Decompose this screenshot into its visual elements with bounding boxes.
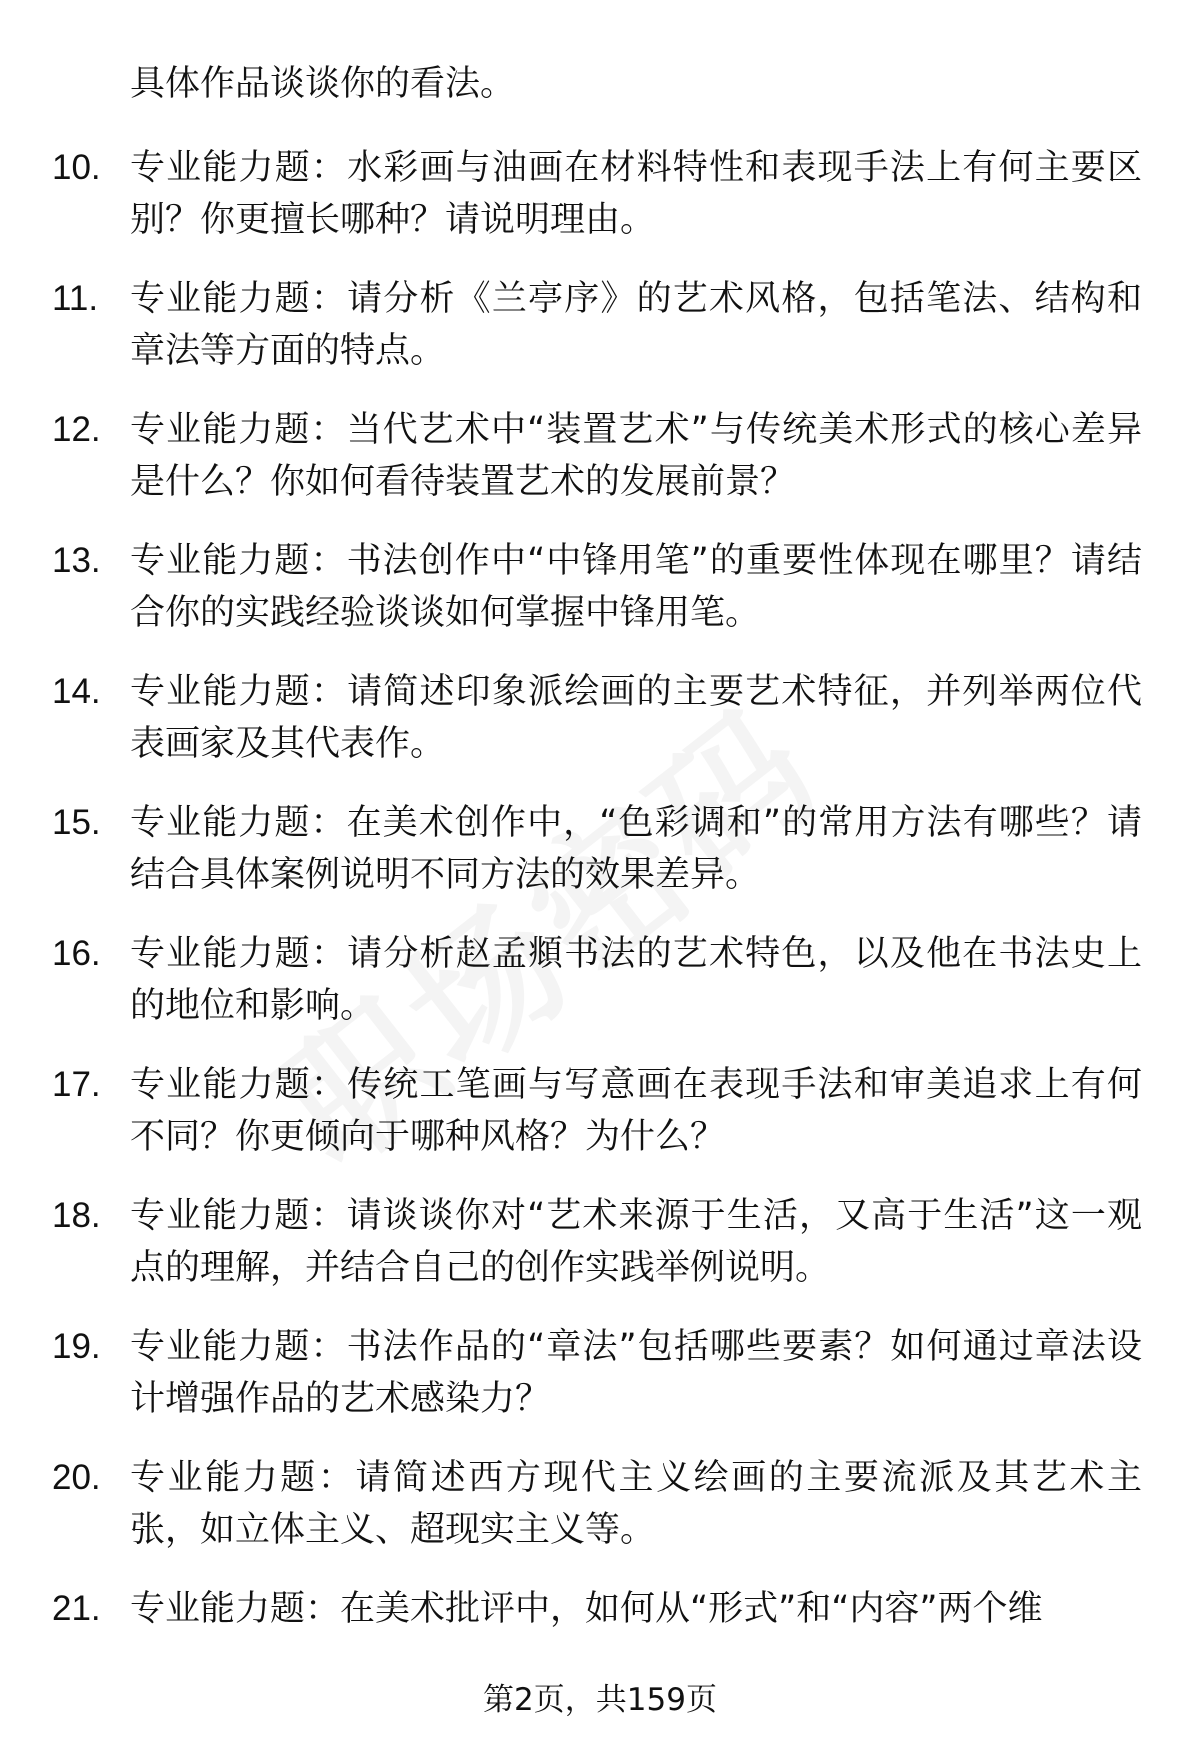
question-text: 专业能力题：请简述印象派绘画的主要艺术特征，并列举两位代表画家及其代表作。	[130, 672, 1142, 764]
question-text: 专业能力题：请分析《兰亭序》的艺术风格，包括笔法、结构和章法等方面的特点。	[130, 279, 1142, 371]
question-number: 21.	[52, 1589, 101, 1628]
question-number: 11.	[52, 279, 99, 318]
question-number: 16.	[52, 934, 101, 973]
question-item	[0, 1305, 1200, 1436]
question-text: 专业能力题：水彩画与油画在材料特性和表现手法上有何主要区别？你更擅长哪种？请说明理由。	[130, 148, 1142, 240]
question-number: 14.	[52, 672, 101, 711]
continuation-text: 具体作品谈谈你的看法。	[130, 64, 516, 104]
question-item	[0, 1436, 1200, 1567]
question-item	[0, 1043, 1200, 1174]
question-list	[0, 126, 1200, 1698]
question-number: 15.	[52, 803, 101, 842]
question-text: 专业能力题：书法创作中“中锋用笔”的重要性体现在哪里？请结合你的实践经验谈谈如何掌握中锋用笔。	[130, 541, 1142, 633]
question-number: 12.	[52, 410, 101, 449]
question-text: 专业能力题：传统工笔画与写意画在表现手法和审美追求上有何不同？你更倾向于哪种风格？为什么？	[130, 1065, 1142, 1157]
question-text: 专业能力题：书法作品的“章法”包括哪些要素？如何通过章法设计增强作品的艺术感染力？	[130, 1327, 1142, 1419]
question-text: 专业能力题：在美术创作中，“色彩调和”的常用方法有哪些？请结合具体案例说明不同方法的效果差异。	[130, 803, 1142, 895]
question-number: 20.	[52, 1458, 101, 1497]
question-item	[0, 781, 1200, 912]
question-item	[0, 257, 1200, 388]
question-text: 专业能力题：请分析赵孟頫书法的艺术特色，以及他在书法史上的地位和影响。	[130, 934, 1142, 1026]
question-number: 18.	[52, 1196, 101, 1235]
question-number: 13.	[52, 541, 101, 580]
question-item	[0, 519, 1200, 650]
question-item	[0, 1174, 1200, 1305]
question-text: 专业能力题：请简述西方现代主义绘画的主要流派及其艺术主张，如立体主义、超现实主义等。	[130, 1458, 1142, 1550]
question-item	[0, 650, 1200, 781]
question-number: 19.	[52, 1327, 101, 1366]
question-text: 专业能力题：当代艺术中“装置艺术”与传统美术形式的核心差异是什么？你如何看待装置艺术的发展前景？	[130, 410, 1142, 502]
question-item	[0, 388, 1200, 519]
question-text: 专业能力题：请谈谈你对“艺术来源于生活，又高于生活”这一观点的理解，并结合自己的创作实践举例说明。	[130, 1196, 1142, 1288]
question-number: 17.	[52, 1065, 101, 1104]
question-item	[0, 912, 1200, 1043]
page-footer: 第2页，共159页	[483, 1682, 717, 1718]
question-item	[0, 126, 1200, 257]
question-text: 专业能力题：在美术批评中，如何从“形式”和“内容”两个维	[130, 1589, 1043, 1629]
question-number: 10.	[52, 148, 101, 187]
